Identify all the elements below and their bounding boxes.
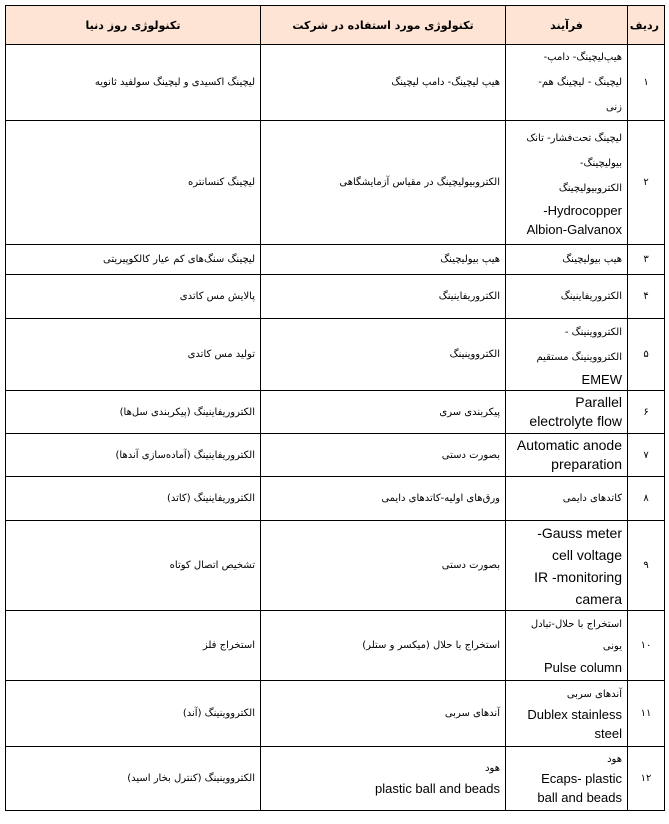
process-line: یونی [602,641,622,652]
table-row [6,319,665,391]
world-tech-cell: الکترووینینگ (آند) [6,681,261,747]
table-row [6,245,665,275]
company-tech-cell: هیپ بیولیچینگ [261,245,506,275]
company-tech-cell: بصورت دستی [261,434,506,477]
row-number: ۴ [628,275,665,319]
process-line: Dublex stainless [527,706,622,722]
table-row [6,45,665,121]
header-row-number: ردیف [628,6,665,45]
process-cell [506,521,628,611]
process-line: الکترووینینگ مستقیم [536,352,622,363]
row-number: ۱۱ [628,681,665,747]
company-tech-cell: الکترووینینگ [261,319,506,391]
process-line: الکترووینینگ - [564,327,622,338]
world-tech-cell: الکتروریفاینینگ (آماده‌سازی آندها) [6,434,261,477]
process-line: بیولیچینگ- [579,158,622,169]
process-line: لیچینگ تحت‌فشار- تانک [526,133,622,144]
company-tech-cell: الکتروبیولیچینگ در مقیاس آزمایشگاهی [261,121,506,245]
process-cell [506,681,628,747]
row-number: ۸ [628,477,665,521]
world-tech-cell: تولید مس کاتدی [6,319,261,391]
process-cell [506,611,628,681]
table-row [6,121,665,245]
company-tech-cell: الکتروریفاینینگ [261,275,506,319]
process-line: استخراج با حلال-تبادل [530,619,622,630]
process-cell [506,434,628,477]
world-tech-cell: الکترووینینگ (کنترل بخار اسید) [6,747,261,811]
company-tech-cell: بصورت دستی [261,521,506,611]
world-tech-cell: لیچینگ اکسیدی و لیچینگ سولفید ثانویه [6,45,261,121]
process-line: لیچینگ - لیچینگ هم- [538,77,622,88]
world-tech-cell: لیچینگ کنسانتره [6,121,261,245]
technology-table [5,5,665,811]
table-row [6,681,665,747]
row-number: ۱۰ [628,611,665,681]
header-company-tech: تکنولوژی مورد استفاده در شرکت [261,6,506,45]
process-line: Gauss meter- [537,524,622,541]
row-number: ۱۲ [628,747,665,811]
process-line: Albion-Galvanox [526,222,622,237]
table-row [6,275,665,319]
process-line: Hydrocopper- [543,203,622,218]
process-line: الکتروبیولیچینگ [558,183,622,194]
header-process: فرآیند [506,6,628,45]
process-line: preparation [551,456,622,472]
header-world-tech: تکنولوژی روز دنیا [6,6,261,45]
company-tech-cell: ورق‌های اولیه-کاتدهای دایمی [261,477,506,521]
table-row [6,434,665,477]
process-cell [506,319,628,391]
process-line: cell voltage [551,546,622,563]
company-tech-cell [261,747,506,811]
process-line: EMEW [581,372,622,387]
process-line: Automatic anode [516,437,622,453]
company-tech-line: هود [485,763,500,774]
row-number: ۱ [628,45,665,121]
process-line: آندهای سربی [566,688,622,700]
world-tech-cell: لیچینگ سنگ‌های کم عیار کالکوپیریتی [6,245,261,275]
process-line: زنی [606,102,622,113]
process-cell [506,45,628,121]
table-row [6,747,665,811]
process-line: camera [575,590,622,607]
process-cell: کاتدهای دایمی [506,477,628,521]
row-number: ۷ [628,434,665,477]
company-tech-line: plastic ball and beads [374,781,500,796]
process-line: هود [607,754,622,765]
process-line: IR -monitoring [534,568,622,585]
company-tech-cell: آندهای سربی [261,681,506,747]
world-tech-cell: استخراج فلز [6,611,261,681]
process-line: Ecaps- plastic [541,771,622,786]
process-cell [506,121,628,245]
table-row [6,477,665,521]
company-tech-cell: استخراج با حلال (میکسر و ستلر) [261,611,506,681]
process-line: Parallel [575,394,622,410]
world-tech-cell: پالایش مس کاتدی [6,275,261,319]
process-cell: الکتروریفاینینگ [506,275,628,319]
company-tech-cell: پیکربندی سری [261,391,506,434]
row-number: ۲ [628,121,665,245]
header-row [6,6,665,45]
table-row [6,391,665,434]
process-line: steel [594,725,622,741]
table-row [6,521,665,611]
table-row [6,611,665,681]
company-tech-cell: هیپ لیچینگ- دامپ لیچینگ [261,45,506,121]
process-cell [506,391,628,434]
process-line: هیپ‌لیچینگ- دامپ- [543,52,622,63]
process-line: electrolyte flow [529,413,622,429]
row-number: ۶ [628,391,665,434]
world-tech-cell: الکتروریفاینینگ (پیکربندی سل‌ها) [6,391,261,434]
row-number: ۹ [628,521,665,611]
process-line: Pulse column [543,660,622,675]
row-number: ۵ [628,319,665,391]
world-tech-cell: تشخیص اتصال کوتاه [6,521,261,611]
process-cell [506,747,628,811]
row-number: ۳ [628,245,665,275]
world-tech-cell: الکتروریفاینینگ (کاتد) [6,477,261,521]
process-cell: هیپ بیولیچینگ [506,245,628,275]
process-line: ball and beads [537,790,622,805]
